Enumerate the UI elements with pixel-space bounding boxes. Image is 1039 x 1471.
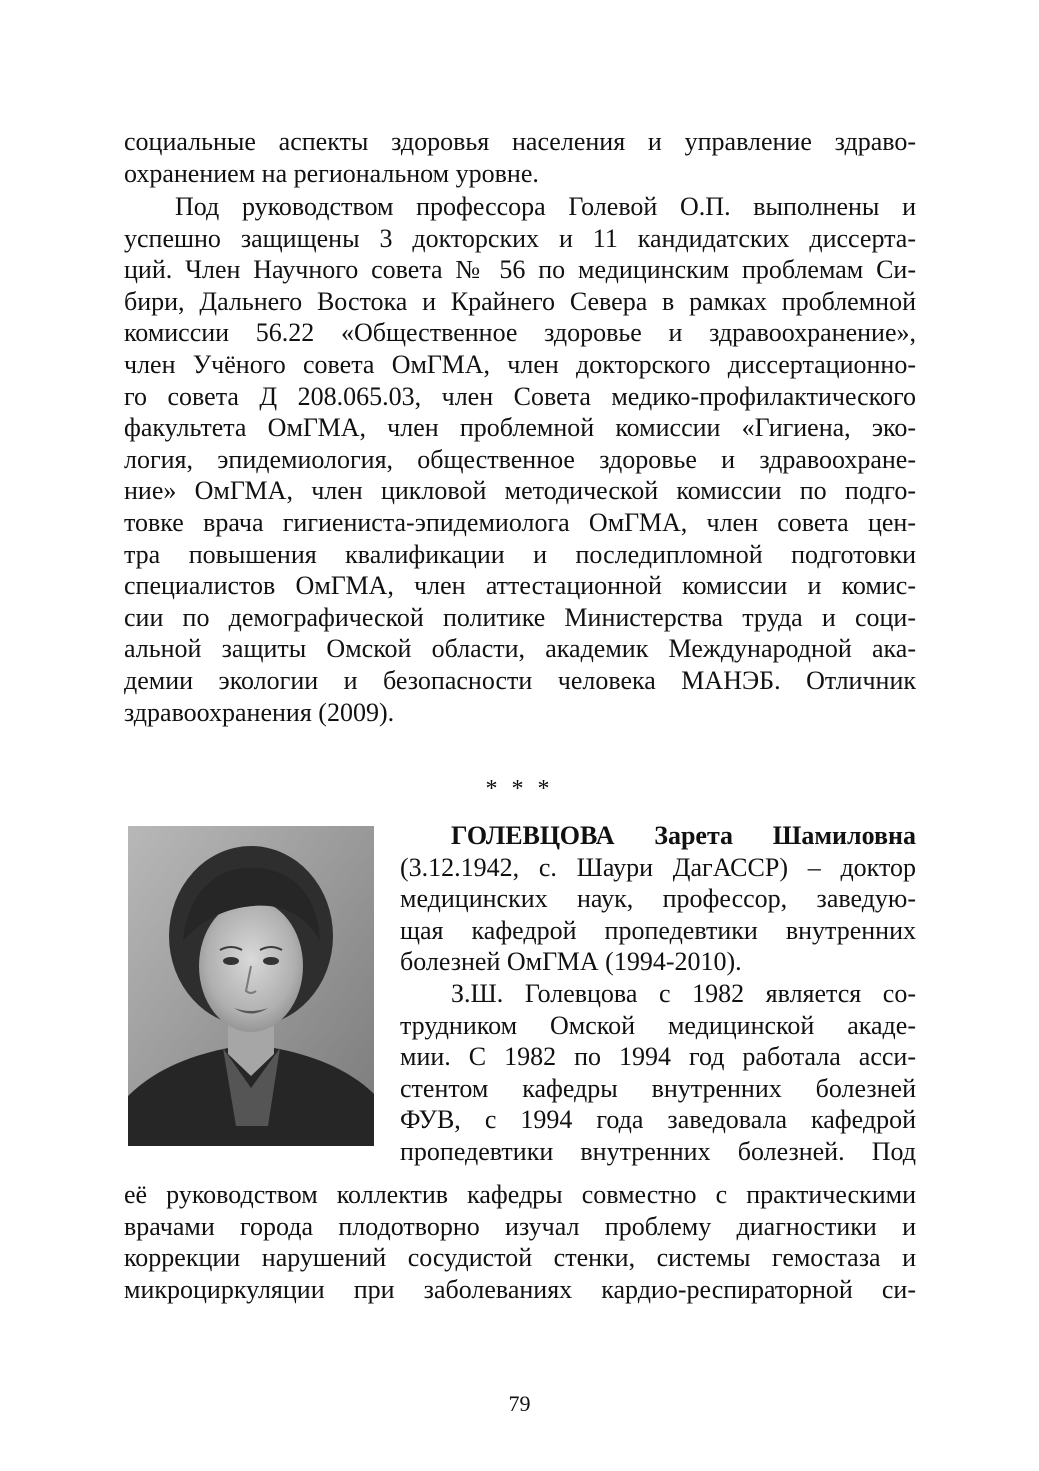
text-line: го совета Д 208.065.03, член Совета медико-профилактического: [124, 381, 916, 411]
text-line: ций. Член Научного совета № 56 по медицинским проблемам Си-: [124, 255, 916, 285]
text-line: член Учёного совета ОмГМА, член докторского диссертационно-: [124, 349, 916, 379]
text-line: коррекции нарушений сосудистой стенки, системы гемостаза и: [124, 1243, 916, 1273]
text-line: сии по демографической политике Министерства труда и соци-: [124, 602, 916, 632]
text-line: специалистов ОмГМА, член аттестационной комиссии и комис-: [124, 571, 916, 601]
text-line: успешно защищены 3 докторских и 11 кандидатских диссерта-: [124, 223, 916, 253]
text-line: пропедевтики внутренних болезней. Под: [400, 1136, 916, 1166]
text-line: З.Ш. Голевцова с 1982 является со-: [451, 978, 916, 1008]
top-paragraph: [124, 126, 916, 189]
bio-full-text: [124, 1179, 916, 1305]
text-line: стентом кафедры внутренних болезней: [400, 1073, 916, 1103]
section-separator: * * *: [485, 776, 554, 802]
text-line: демии экологии и безопасности человека МАНЭБ. Отличник: [124, 665, 916, 695]
text-line: комиссии 56.22 «Общественное здоровье и здравоохранение»,: [124, 318, 916, 348]
page-number: 79: [508, 1391, 531, 1416]
text-line: врачами города плодотворно изучал проблему диагностики и: [124, 1211, 916, 1241]
text-line: факультета ОмГМА, член проблемной комиссии «Гигиена, эко-: [124, 413, 916, 443]
text-line: трудником Омской медицинской акаде-: [400, 1010, 916, 1040]
text-line: медицинских наук, профессор, заведую-: [400, 884, 916, 914]
text-line: социальные аспекты здоровья населения и управление здраво-: [124, 127, 916, 156]
second-paragraph: [124, 191, 916, 728]
bio-name-line: [400, 820, 916, 852]
text-line: (3.12.1942, с. Шаури ДагАССР) – доктор: [400, 852, 916, 882]
text-line: щая кафедрой пропедевтики внутренних: [400, 915, 916, 945]
text-line: охранением на региональном уровне.: [124, 158, 539, 188]
text-line: микроциркуляции при заболеваниях кардио-респираторной си-: [124, 1274, 916, 1304]
text-line: бири, Дальнего Востока и Крайнего Севера в рамках проблемной: [124, 286, 916, 316]
text-line: Под руководством профессора Голевой О.П. выполнены и: [175, 192, 916, 221]
text-line: здравоохранения (2009).: [124, 697, 395, 727]
text-line: товке врача гигиениста-эпидемиолога ОмГМА, член совета цен-: [124, 507, 916, 537]
text-line: тра повышения квалификации и последипломной подготовки: [124, 539, 916, 569]
bio-side-text: [400, 820, 916, 1168]
text-line: ние» ОмГМА, член цикловой методической комиссии по подго-: [124, 476, 916, 506]
portrait-photo: [128, 826, 374, 1146]
text-line: болезней ОмГМА (1994-2010).: [400, 947, 742, 977]
text-line: альной защиты Омской области, академик Международной ака-: [124, 634, 916, 664]
text-line: ФУВ, с 1994 года заведовала кафедрой: [400, 1105, 916, 1135]
text-line: логия, эпидемиология, общественное здоровье и здравоохране-: [124, 444, 916, 474]
text-line: мии. С 1982 по 1994 год работала асси-: [400, 1042, 916, 1072]
person-name: ГОЛЕВЦОВА Зарета Шамиловна: [451, 821, 916, 850]
text-line: её руководством коллектив кафедры совместно с практическими: [124, 1180, 916, 1209]
